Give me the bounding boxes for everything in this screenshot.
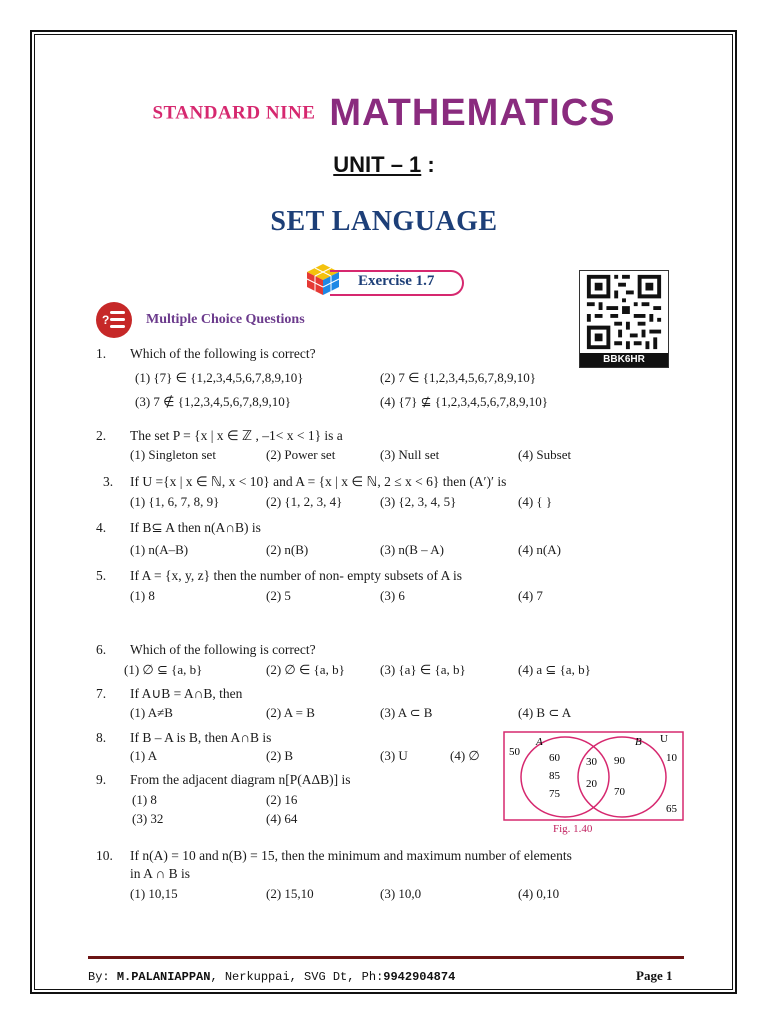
standard-label: STANDARD NINE bbox=[152, 102, 316, 124]
question-text: If U ={x | x ∈ ℕ, x < 10} and A = {x | x ∈ ℕ, 2 ≤ x < 6} then (A′)′ is bbox=[130, 474, 507, 489]
page-number: Page 1 bbox=[636, 968, 673, 983]
question-text: If A∪B = A∩B, then bbox=[130, 686, 243, 701]
venn-value: 50 bbox=[509, 746, 520, 758]
question-text: Which of the following is correct? bbox=[130, 346, 316, 361]
option: (2) B bbox=[266, 748, 294, 763]
option: (1) {1, 6, 7, 8, 9} bbox=[130, 494, 220, 509]
option: (3) {a} ∈ {a, b} bbox=[380, 662, 466, 677]
qr-code-label: BBK6HR bbox=[580, 353, 668, 367]
qr-pattern-icon bbox=[580, 271, 668, 353]
venn-value: 10 bbox=[666, 752, 677, 764]
option: (1) A≠B bbox=[130, 705, 173, 720]
option: (1) {7} ∈ {1,2,3,4,5,6,7,8,9,10} bbox=[135, 370, 304, 385]
footer-place: , Nerkuppai, SVG Dt, Ph: bbox=[210, 970, 384, 984]
option: (1) 10,15 bbox=[130, 886, 178, 901]
qr-code[interactable] bbox=[579, 270, 669, 368]
option: (2) 7 ∈ {1,2,3,4,5,6,7,8,9,10} bbox=[380, 370, 536, 385]
page-header bbox=[0, 92, 768, 135]
question-number: 8. bbox=[96, 730, 107, 745]
venn-value: 60 bbox=[549, 752, 560, 764]
venn-value: 20 bbox=[586, 778, 597, 790]
question-number: 7. bbox=[96, 686, 107, 701]
option: (4) a ⊆ {a, b} bbox=[518, 662, 591, 677]
option: (4) B ⊂ A bbox=[518, 705, 572, 720]
option: (1) 8 bbox=[132, 792, 157, 807]
option: (1) A bbox=[130, 748, 158, 763]
question-number: 9. bbox=[96, 772, 107, 787]
option: (3) Null set bbox=[380, 447, 440, 462]
question-text: If B⊆ A then n(A∩B) is bbox=[130, 520, 261, 535]
option: (4) Subset bbox=[518, 447, 572, 462]
footer-phone: 9942904874 bbox=[383, 970, 456, 984]
footer-divider bbox=[88, 956, 684, 959]
exercise-label: Exercise 1.7 bbox=[358, 273, 435, 289]
venn-value: 30 bbox=[586, 756, 597, 768]
venn-label-b: B bbox=[635, 736, 642, 748]
question-number: 2. bbox=[96, 428, 107, 443]
question-number: 3. bbox=[103, 474, 114, 489]
option: (3) 32 bbox=[132, 811, 164, 826]
option: (3) 7 ∉ {1,2,3,4,5,6,7,8,9,10} bbox=[135, 394, 291, 409]
subject-title: MATHEMATICS bbox=[329, 92, 616, 134]
question-text: If n(A) = 10 and n(B) = 15, then the minimum and maximum number of elements bbox=[130, 848, 572, 863]
venn-label-u: U bbox=[660, 733, 668, 745]
option: (2) 15,10 bbox=[266, 886, 314, 901]
section-title: Multiple Choice Questions bbox=[146, 312, 305, 327]
option: (4) ∅ bbox=[450, 748, 480, 763]
option: (4) 64 bbox=[266, 811, 298, 826]
chapter-title: SET LANGUAGE bbox=[270, 206, 498, 237]
option: (1) 8 bbox=[130, 588, 155, 603]
option: (2) Power set bbox=[266, 447, 336, 462]
question-text: The set P = {x | x ∈ ℤ , –1< x < 1} is a bbox=[130, 428, 343, 443]
option: (4) 0,10 bbox=[518, 886, 560, 901]
option: (2) 5 bbox=[266, 588, 291, 603]
question-number: 4. bbox=[96, 520, 107, 535]
option: (3) A ⊂ B bbox=[380, 705, 433, 720]
footer-by: By: bbox=[88, 970, 117, 984]
option: (2) n(B) bbox=[266, 542, 309, 557]
question-text: If A = {x, y, z} then the number of non- empty subsets of A is bbox=[130, 568, 463, 583]
mcq-list-icon bbox=[95, 301, 133, 339]
footer-author: M.PALANIAPPAN bbox=[116, 970, 211, 984]
option: (3) {2, 3, 4, 5} bbox=[380, 494, 457, 509]
question-number: 10. bbox=[96, 848, 113, 863]
venn-value: 70 bbox=[614, 786, 625, 798]
question-text: From the adjacent diagram n[P(AΔB)] is bbox=[130, 772, 351, 787]
option: (2) ∅ ∈ {a, b} bbox=[266, 662, 345, 677]
option: (2) 16 bbox=[266, 792, 298, 807]
venn-value: 85 bbox=[549, 770, 560, 782]
venn-value: 75 bbox=[549, 788, 560, 800]
option: (4) 7 bbox=[518, 588, 543, 603]
svg-text:?: ? bbox=[102, 313, 110, 327]
option: (3) U bbox=[380, 748, 408, 763]
unit-suffix: : bbox=[421, 152, 435, 177]
option: (4) { } bbox=[518, 494, 553, 509]
option: (3) 10,0 bbox=[380, 886, 422, 901]
option: (1) ∅ ⊆ {a, b} bbox=[124, 662, 203, 677]
venn-value: 90 bbox=[614, 755, 625, 767]
venn-label-a: A bbox=[536, 736, 543, 748]
question-text-continued: in A ∩ B is bbox=[130, 866, 191, 881]
unit-heading bbox=[0, 152, 768, 178]
question-text: Which of the following is correct? bbox=[130, 642, 316, 657]
option: (2) A = B bbox=[266, 705, 315, 720]
unit-label: UNIT – 1 bbox=[333, 152, 422, 177]
venn-diagram bbox=[503, 731, 684, 821]
footer-credit bbox=[88, 970, 455, 984]
venn-circle-b bbox=[578, 737, 666, 817]
figure-caption: Fig. 1.40 bbox=[553, 823, 593, 835]
option: (3) n(B – A) bbox=[380, 542, 444, 557]
question-number: 1. bbox=[96, 346, 107, 361]
option: (4) n(A) bbox=[518, 542, 561, 557]
question-number: 6. bbox=[96, 642, 107, 657]
option: (3) 6 bbox=[380, 588, 405, 603]
option: (4) {7} ⊈ {1,2,3,4,5,6,7,8,9,10} bbox=[380, 394, 549, 409]
venn-value: 65 bbox=[666, 803, 677, 815]
option: (1) n(A–B) bbox=[130, 542, 189, 557]
option: (1) Singleton set bbox=[130, 447, 216, 462]
venn-circle-a bbox=[521, 737, 609, 817]
question-number: 5. bbox=[96, 568, 107, 583]
question-text: If B – A is B, then A∩B is bbox=[130, 730, 272, 745]
option: (2) {1, 2, 3, 4} bbox=[266, 494, 343, 509]
